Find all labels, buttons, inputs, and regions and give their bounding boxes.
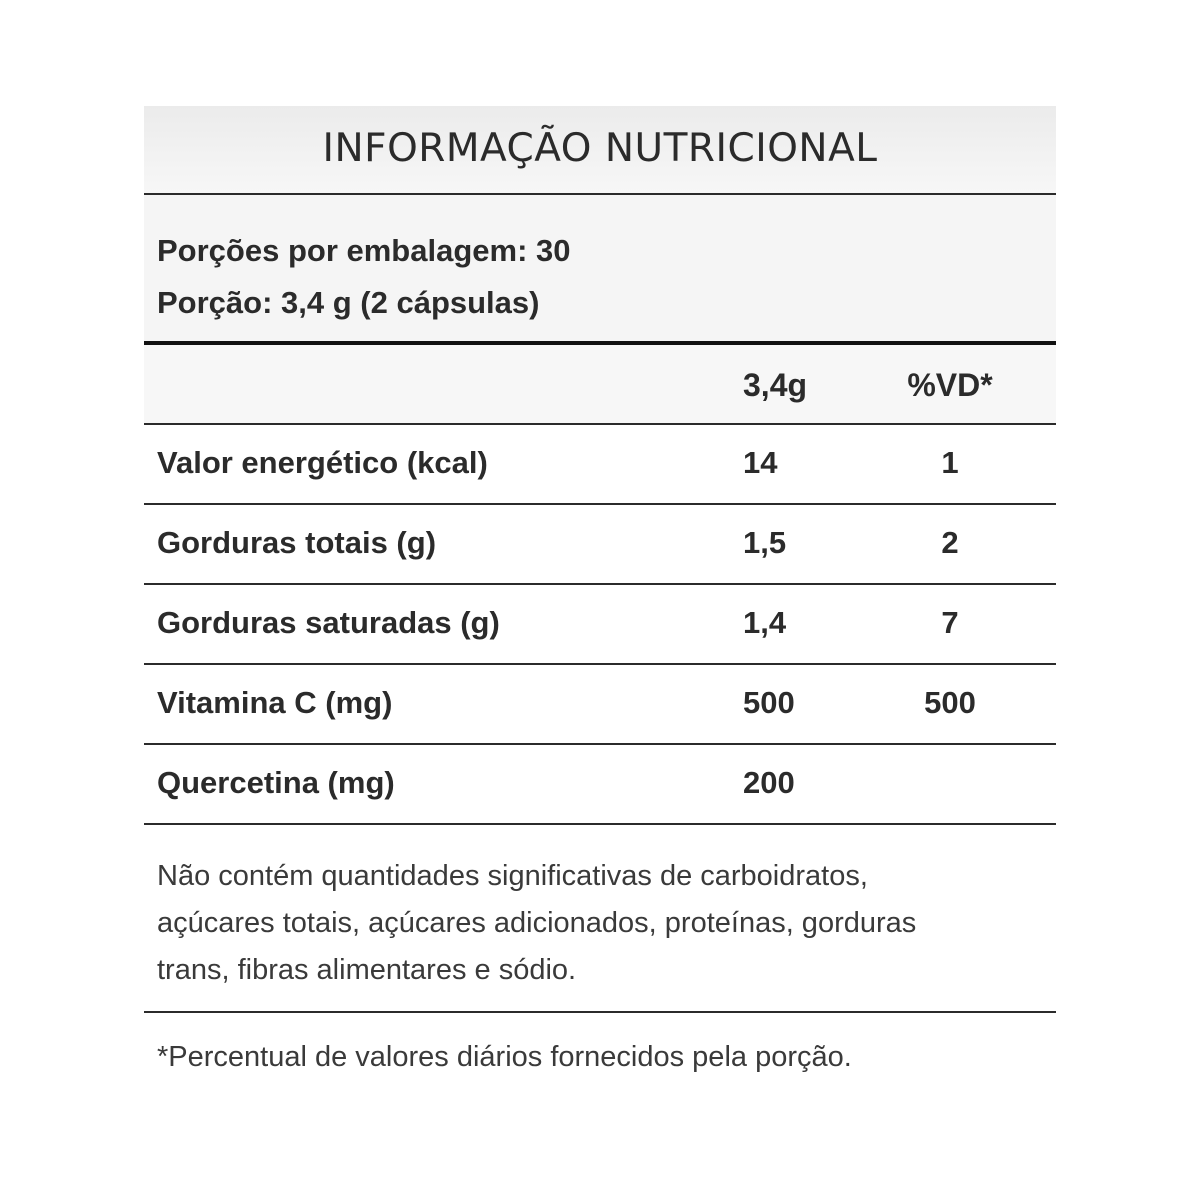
nutrient-daily-value: 1 [941,445,959,480]
note-line: açúcares totais, açúcares adicionados, proteínas, gorduras [157,907,917,939]
table-row [144,665,1056,745]
title-bar [144,106,1056,195]
note-line: Não contém quantidades significativas de carboidratos, [157,860,868,892]
nutrient-name: Gorduras totais (g) [157,525,437,560]
table-header [144,345,1056,425]
nutrient-daily-value: 500 [924,685,976,720]
nutrient-name: Valor energético (kcal) [157,445,488,480]
nutrient-amount: 14 [743,445,778,480]
nutrient-name: Quercetina (mg) [157,765,395,800]
nutrient-amount: 200 [743,765,795,800]
table-row [144,505,1056,585]
nutrient-name: Vitamina C (mg) [157,685,393,720]
serving-info [144,195,1056,345]
nutrient-amount: 1,4 [743,605,787,640]
nutrient-amount: 500 [743,685,795,720]
daily-value-footnote: *Percentual de valores diários fornecidos pela porção. [157,1041,852,1073]
nutrient-name: Gorduras saturadas (g) [157,605,500,640]
note-line: trans, fibras alimentares e sódio. [157,954,577,986]
not-significant-note [144,825,1056,1013]
table-row [144,585,1056,665]
amount-header: 3,4g [743,367,808,403]
table-row [144,745,1056,825]
table-row [144,425,1056,505]
nutrient-amount: 1,5 [743,525,787,560]
nutrient-daily-value: 2 [941,525,959,560]
daily-value-header: %VD* [907,367,993,403]
nutrition-facts-panel [144,106,1056,1074]
portion-size: Porção: 3,4 g (2 cápsulas) [157,285,540,320]
portions-per-package: Porções por embalagem: 30 [157,233,571,268]
panel-title: INFORMAÇÃO NUTRICIONAL [322,126,878,171]
nutrient-daily-value: 7 [941,605,959,640]
